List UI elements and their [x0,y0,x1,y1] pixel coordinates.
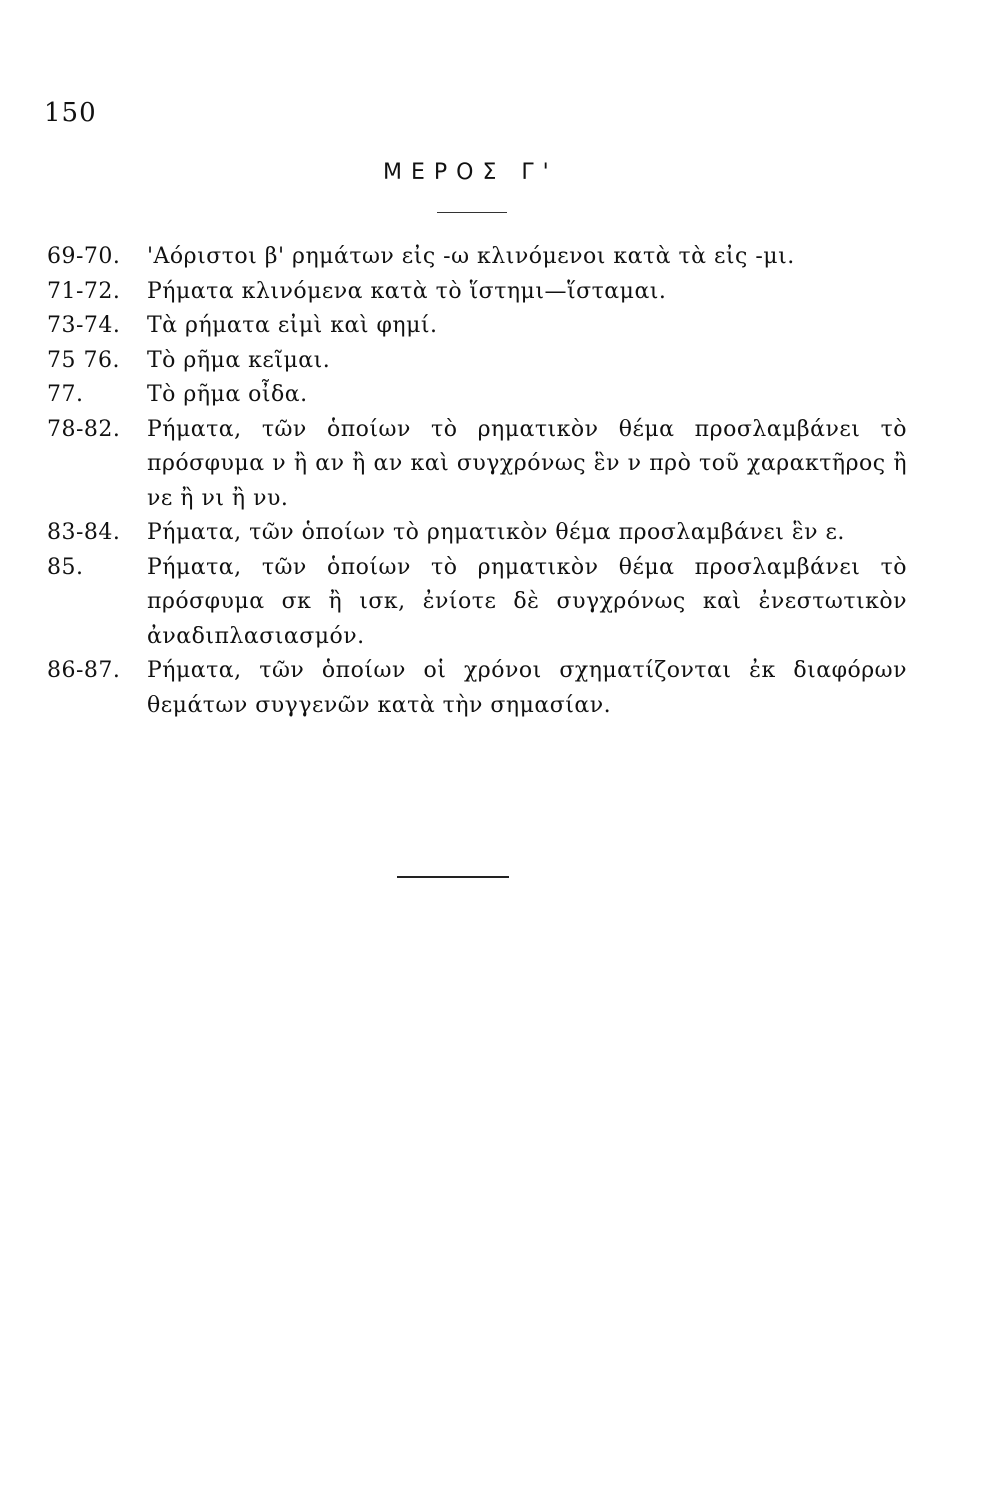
toc-entry [47,654,907,723]
page-number: 150 [44,98,97,128]
toc-entry-text: Ρήματα κλινόμενα κατὰ τὸ ἵστημι—ἵσταμαι. [147,278,667,304]
toc-entry-number: 86-87. [47,658,121,683]
toc-entry-text: Τὰ ρήματα εἰμὶ καὶ φημί. [147,313,438,338]
toc-entry [47,516,907,551]
toc-entry [47,309,907,344]
end-divider [397,876,509,878]
toc-entry-text: Ρήματα, τῶν ὁποίων τὸ ρηματικὸν θέμα προσλαμβάνει τὸ πρόσφυμα ν ἢ αν ἢ αν καὶ συγχρόνως ἓν ν πρὸ τοῦ χαρακτῆρος ἢ νε ἢ νι ἢ νυ. [147,416,907,511]
toc-entry-text: Ρήματα, τῶν ὁποίων τὸ ρηματικὸν θέμα προσλαμβάνει τὸ πρόσφυμα σκ ἢ ισκ, ἐνίοτε δὲ συγχρόνως καὶ ἐνεστωτικὸν ἀναδιπλασιασμόν. [147,554,907,649]
toc-entry-text: Ρήματα, τῶν ὁποίων οἱ χρόνοι σχηματίζονται ἐκ διαφόρων θεμάτων συγγενῶν κατὰ τὴν σημασίαν. [147,658,907,718]
toc-entry [47,240,907,275]
toc-entry [47,344,907,379]
toc-entry-number: 69-70. [47,244,121,269]
toc-entry-number: 78-82. [47,416,121,442]
toc-entry-text: Τὸ ρῆμα οἶδα. [147,382,308,407]
title-divider [437,212,507,213]
part-title: ΜΕΡΟΣ Γ' [383,160,558,185]
toc-entry [47,275,907,310]
toc-entry-text: 'Αόριστοι β' ρημάτων εἰς -ω κλινόμενοι κατὰ τὰ εἰς -μι. [147,244,795,269]
toc-entry [47,551,907,655]
toc-entry-text: Ρήματα, τῶν ὁποίων τὸ ρηματικὸν θέμα προσλαμβάνει ἓν ε. [147,520,845,545]
toc-entry [47,413,907,517]
toc-entry [47,378,907,413]
toc-entry-number: 71-72. [47,278,121,304]
table-of-contents [47,240,907,723]
toc-entry-number: 77. [47,382,84,407]
toc-entry-number: 73-74. [47,313,121,338]
toc-entry-number: 85. [47,554,84,580]
toc-entry-text: Τὸ ρῆμα κεῖμαι. [147,347,331,373]
toc-entry-number: 75 76. [47,347,120,373]
toc-entry-number: 83-84. [47,520,121,545]
